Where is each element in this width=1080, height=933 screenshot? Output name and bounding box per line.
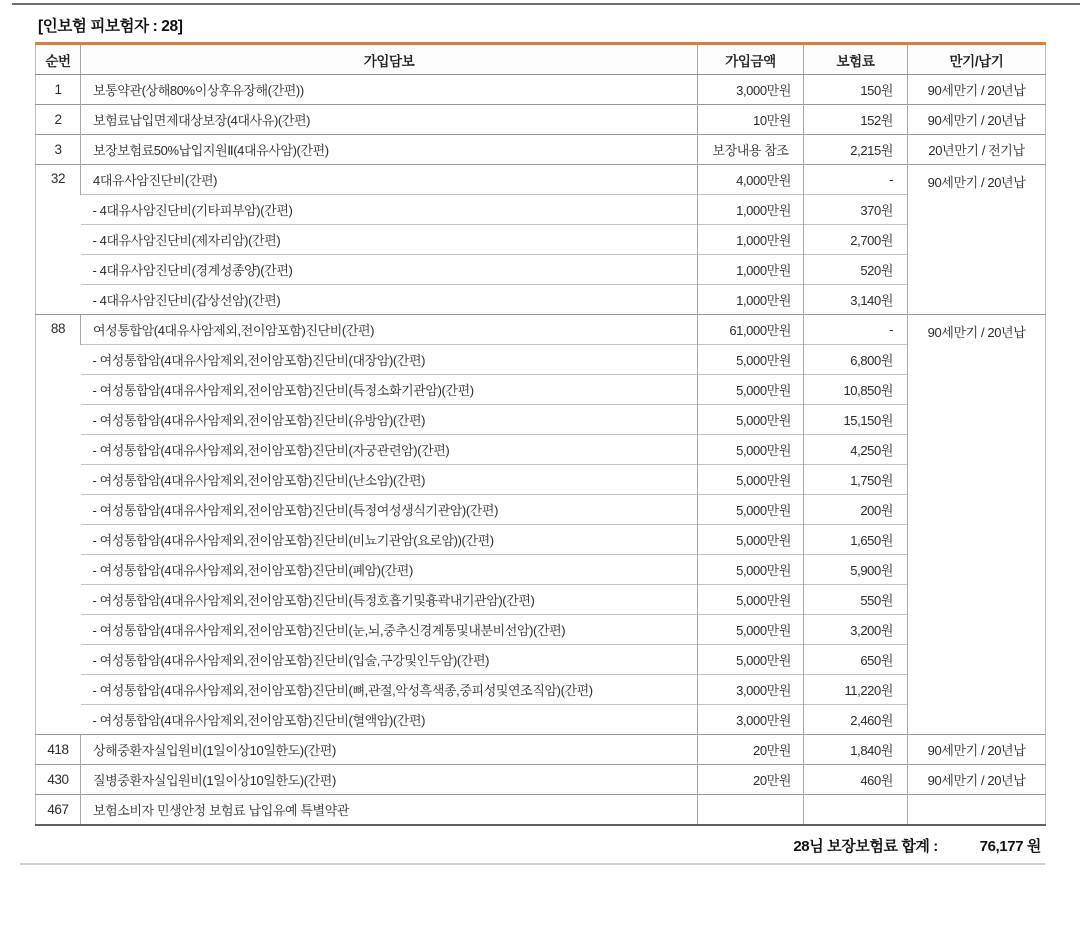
col-header-coverage: 가입담보 — [81, 44, 698, 75]
table-row — [36, 105, 1046, 135]
cell-term: 90세만기 / 20년납 — [908, 105, 1046, 135]
cell-seq: 1 — [54, 82, 62, 97]
page-title: [인보험 피보험자 : 28] — [38, 18, 183, 35]
table-row — [36, 375, 1046, 405]
table-row — [36, 735, 1046, 765]
cell-premium: 200원 — [804, 495, 908, 525]
cell-coverage: 보통약관(상해80%이상후유장해(간편)) — [81, 75, 698, 105]
cell-premium: 1,750원 — [804, 465, 908, 495]
cell-coverage: - 여성통합암(4대유사암제외,전이암포함)진단비(대장암)(간편) — [81, 345, 698, 375]
table-row-group-head — [36, 165, 1046, 195]
table-row — [36, 795, 1046, 825]
cell-amount: 5,000만원 — [698, 435, 804, 465]
cell-coverage: - 여성통합암(4대유사암제외,전이암포함)진단비(폐암)(간편) — [81, 555, 698, 585]
page-bottom-divider — [20, 863, 1045, 865]
cell-coverage: - 4대유사암진단비(기타피부암)(간편) — [81, 195, 698, 225]
cell-premium: 6,800원 — [804, 345, 908, 375]
cell-amount: 1,000만원 — [698, 225, 804, 255]
premium-total-value: 76,177 원 — [979, 838, 1041, 855]
col-header-amount: 가입금액 — [698, 44, 804, 75]
coverage-table — [35, 42, 1046, 826]
cell-amount: 1,000만원 — [698, 255, 804, 285]
cell-amount: 20만원 — [698, 735, 804, 765]
cell-premium: 5,900원 — [804, 555, 908, 585]
cell-term: 90세만기 / 20년납 — [908, 765, 1046, 795]
cell-coverage: 4대유사암진단비(간편) — [81, 165, 698, 195]
cell-amount: 20만원 — [698, 765, 804, 795]
table-row — [36, 465, 1046, 495]
cell-amount: 61,000만원 — [698, 315, 804, 345]
cell-coverage: - 여성통합암(4대유사암제외,전이암포함)진단비(유방암)(간편) — [81, 405, 698, 435]
table-row — [36, 675, 1046, 705]
cell-amount: 5,000만원 — [698, 405, 804, 435]
cell-premium: 2,215원 — [804, 135, 908, 165]
cell-seq: 88 — [36, 315, 81, 735]
table-row — [36, 255, 1046, 285]
cell-amount: 5,000만원 — [698, 645, 804, 675]
cell-amount: 5,000만원 — [698, 465, 804, 495]
cell-premium: 10,850원 — [804, 375, 908, 405]
table-row — [36, 705, 1046, 735]
cell-amount: 1,000만원 — [698, 195, 804, 225]
cell-premium: 370원 — [804, 195, 908, 225]
cell-term: 90세만기 / 20년납 — [908, 735, 1046, 765]
table-row — [36, 495, 1046, 525]
table-row — [36, 195, 1046, 225]
cell-seq: 418 — [36, 735, 81, 765]
cell-coverage: 보험소비자 민생안정 보험료 납입유예 특별약관 — [81, 795, 698, 825]
table-row — [36, 285, 1046, 315]
cell-coverage: - 여성통합암(4대유사암제외,전이암포함)진단비(혈액암)(간편) — [81, 705, 698, 735]
table-row — [36, 555, 1046, 585]
cell-seq: 467 — [36, 795, 81, 825]
cell-coverage: - 여성통합암(4대유사암제외,전이암포함)진단비(입술,구강및인두암)(간편) — [81, 645, 698, 675]
cell-premium: 650원 — [804, 645, 908, 675]
table-row — [36, 405, 1046, 435]
cell-coverage: - 여성통합암(4대유사암제외,전이암포함)진단비(난소암)(간편) — [81, 465, 698, 495]
cell-amount: 보장내용 참조 — [698, 135, 804, 165]
cell-amount: 3,000만원 — [698, 675, 804, 705]
table-row — [36, 765, 1046, 795]
cell-premium: 11,220원 — [804, 675, 908, 705]
cell-seq: 32 — [36, 165, 81, 315]
cell-coverage: - 4대유사암진단비(갑상선암)(간편) — [81, 285, 698, 315]
cell-seq: 2 — [36, 105, 81, 135]
cell-coverage: - 여성통합암(4대유사암제외,전이암포함)진단비(특정소화기관암)(간편) — [81, 375, 698, 405]
cell-premium: - — [804, 165, 908, 195]
cell-premium: 520원 — [804, 255, 908, 285]
col-header-term: 만기/납기 — [908, 44, 1046, 75]
cell-premium: 1,840원 — [804, 735, 908, 765]
cell-premium: 2,460원 — [804, 705, 908, 735]
cell-amount: 3,000만원 — [698, 75, 804, 105]
cell-premium: 550원 — [804, 585, 908, 615]
cell-coverage: - 여성통합암(4대유사암제외,전이암포함)진단비(눈,뇌,중추신경계통및내분비선암)(간편) — [81, 615, 698, 645]
table-row-group-head — [36, 315, 1046, 345]
cell-coverage: 질병중환자실입원비(1일이상10일한도)(간편) — [81, 765, 698, 795]
cell-term — [908, 795, 1046, 825]
table-row — [36, 645, 1046, 675]
cell-premium: 3,200원 — [804, 615, 908, 645]
cell-premium: 4,250원 — [804, 435, 908, 465]
page-top-divider — [12, 3, 1080, 5]
cell-amount: 5,000만원 — [698, 375, 804, 405]
cell-premium: 2,700원 — [804, 225, 908, 255]
cell-amount: 5,000만원 — [698, 615, 804, 645]
cell-amount: 1,000만원 — [698, 285, 804, 315]
cell-amount: 4,000만원 — [698, 165, 804, 195]
cell-premium — [804, 795, 908, 825]
cell-amount: 3,000만원 — [698, 705, 804, 735]
table-header-row — [36, 44, 1046, 75]
table-row — [36, 135, 1046, 165]
col-header-premium: 보험료 — [804, 44, 908, 75]
cell-term: 90세만기 / 20년납 — [908, 165, 1046, 315]
cell-coverage: - 여성통합암(4대유사암제외,전이암포함)진단비(비뇨기관암(요로암))(간편) — [81, 525, 698, 555]
table-row — [36, 525, 1046, 555]
table-row — [36, 435, 1046, 465]
cell-amount: 5,000만원 — [698, 495, 804, 525]
cell-coverage: - 4대유사암진단비(제자리암)(간편) — [81, 225, 698, 255]
cell-coverage: 상해중환자실입원비(1일이상10일한도)(간편) — [81, 735, 698, 765]
cell-coverage: 보험료납입면제대상보장(4대사유)(간편) — [81, 105, 698, 135]
cell-premium: - — [804, 315, 908, 345]
cell-premium: 460원 — [804, 765, 908, 795]
cell-term: 90세만기 / 20년납 — [908, 75, 1046, 105]
cell-premium: 15,150원 — [804, 405, 908, 435]
cell-coverage: 보장보험료50%납입지원Ⅱ(4대유사암)(간편) — [81, 135, 698, 165]
cell-term: 20년만기 / 전기납 — [908, 135, 1046, 165]
premium-total-label: 28님 보장보험료 합계 : — [793, 838, 938, 855]
table-row — [36, 345, 1046, 375]
cell-premium: 1,650원 — [804, 525, 908, 555]
premium-total — [35, 835, 1045, 856]
cell-term: 90세만기 / 20년납 — [908, 315, 1046, 735]
cell-coverage: - 여성통합암(4대유사암제외,전이암포함)진단비(자궁관련암)(간편) — [81, 435, 698, 465]
cell-premium: 152원 — [804, 105, 908, 135]
col-header-seq: 순번 — [36, 44, 81, 75]
cell-coverage: - 여성통합암(4대유사암제외,전이암포함)진단비(뼈,관절,악성흑색종,중피성및연조직암)(간편) — [81, 675, 698, 705]
cell-seq: 430 — [36, 765, 81, 795]
table-row — [36, 615, 1046, 645]
cell-premium: 150원 — [804, 75, 908, 105]
cell-coverage: 여성통합암(4대유사암제외,전이암포함)진단비(간편) — [81, 315, 698, 345]
cell-premium: 3,140원 — [804, 285, 908, 315]
cell-amount: 10만원 — [698, 105, 804, 135]
cell-amount — [698, 795, 804, 825]
cell-coverage: - 여성통합암(4대유사암제외,전이암포함)진단비(특정여성생식기관암)(간편) — [81, 495, 698, 525]
table-row — [36, 225, 1046, 255]
cell-seq: 3 — [36, 135, 81, 165]
cell-amount: 5,000만원 — [698, 585, 804, 615]
cell-coverage: - 여성통합암(4대유사암제외,전이암포함)진단비(특정호흡기및흉곽내기관암)(간편) — [81, 585, 698, 615]
table-row — [36, 75, 1046, 105]
cell-amount: 5,000만원 — [698, 345, 804, 375]
table-row — [36, 585, 1046, 615]
cell-amount: 5,000만원 — [698, 555, 804, 585]
cell-amount: 5,000만원 — [698, 525, 804, 555]
cell-coverage: - 4대유사암진단비(경계성종양)(간편) — [81, 255, 698, 285]
